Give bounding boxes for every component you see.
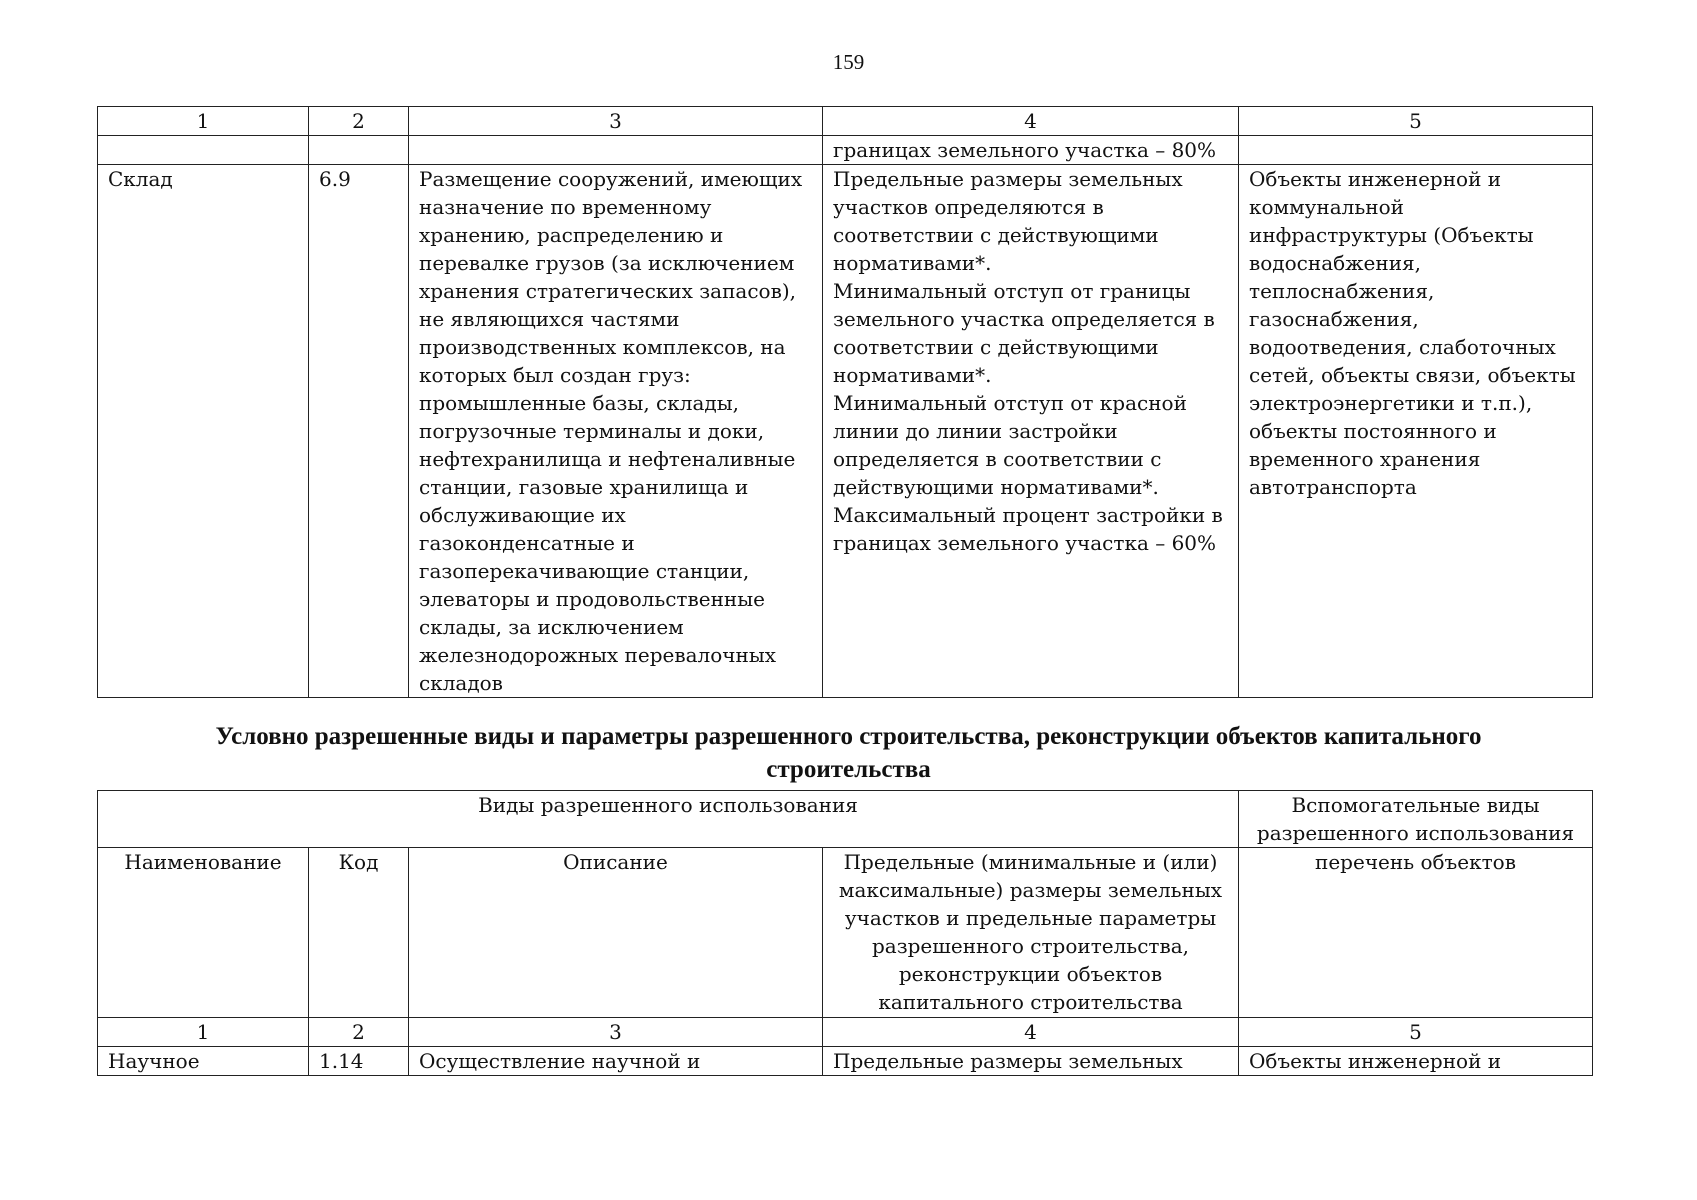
- table-row: [98, 1047, 1593, 1076]
- permitted-uses-header: Виды разрешенного использования: [98, 791, 1239, 848]
- continuation-row: [98, 136, 1593, 165]
- column-header-auxiliary: перечень объектов: [1239, 848, 1593, 1018]
- column-number: 4: [823, 107, 1239, 136]
- page-number: 159: [832, 50, 865, 74]
- table-cell: [309, 136, 409, 165]
- use-code-cell: 6.9: [309, 165, 409, 698]
- use-parameters-cell: Предельные размеры земельных: [823, 1047, 1239, 1076]
- use-code-cell: 1.14: [309, 1047, 409, 1076]
- column-header-description: Описание: [409, 848, 823, 1018]
- column-number: 4: [823, 1018, 1239, 1047]
- use-description-cell: Размещение сооружений, имеющих назначение по временному хранению, распределению и перевалке грузов (за исключением хранения стратегических запасов), не являющихся частями производственных комплексов, на которых был создан груз: промышленные базы, склады, погрузочные терминалы и доки, нефтехранилища и нефтеналивные станции, газовые хранилища и обслуживающие их газоконденсатные и газоперекачивающие станции, элеваторы и продовольственные склады, за исключением железнодорожных перевалочных складов: [409, 165, 823, 698]
- conditional-use-table: [97, 790, 1593, 1076]
- use-name-cell: Склад: [98, 165, 309, 698]
- column-header-name: Наименование: [98, 848, 309, 1018]
- table-cell: [409, 136, 823, 165]
- table-cell: границах земельного участка – 80%: [823, 136, 1239, 165]
- column-number: 1: [98, 1018, 309, 1047]
- column-header-parameters: Предельные (минимальные и (или) максимальные) размеры земельных участков и предельные параметры разрешенного строительства, реконструкции объектов капитального строительства: [823, 848, 1239, 1018]
- table-number-row: [98, 107, 1593, 136]
- column-number: 2: [309, 1018, 409, 1047]
- auxiliary-objects-cell: Объекты инженерной и: [1239, 1047, 1593, 1076]
- table-cell: [98, 136, 309, 165]
- auxiliary-objects-cell: Объекты инженерной и коммунальной инфраструктуры (Объекты водоснабжения, теплоснабжения, газоснабжения, водоотведения, слаботочных сетей, объекты связи, объекты электроэнергетики и т.п.), объекты постоянного и временного хранения автотранспорта: [1239, 165, 1593, 698]
- section-title: Условно разрешенные виды и параметры разрешенного строительства, реконструкции объектов капитального строительства: [215, 723, 1482, 783]
- auxiliary-uses-header: Вспомогательные виды разрешенного использования: [1239, 791, 1593, 848]
- use-description-cell: Осуществление научной и: [409, 1047, 823, 1076]
- column-number: 1: [98, 107, 309, 136]
- table-number-row: [98, 1018, 1593, 1047]
- column-number: 5: [1239, 1018, 1593, 1047]
- column-number: 3: [409, 107, 823, 136]
- column-number: 3: [409, 1018, 823, 1047]
- group-header-row: [98, 791, 1593, 848]
- use-name-cell: Научное: [98, 1047, 309, 1076]
- zoning-table-main: [97, 106, 1593, 698]
- use-parameters-cell: Предельные размеры земельных участков определяются в соответствии с действующими нормативами*. Минимальный отступ от границы земельного участка определяется в соответствии с действующими нормативами*. Минимальный отступ от красной линии до линии застройки определяется в соответствии с действующими нормативами*. Максимальный процент застройки в границах земельного участка – 60%: [823, 165, 1239, 698]
- column-header-code: Код: [309, 848, 409, 1018]
- column-number: 5: [1239, 107, 1593, 136]
- table-cell: [1239, 136, 1593, 165]
- column-header-row: [98, 848, 1593, 1018]
- column-number: 2: [309, 107, 409, 136]
- table-row: [98, 165, 1593, 698]
